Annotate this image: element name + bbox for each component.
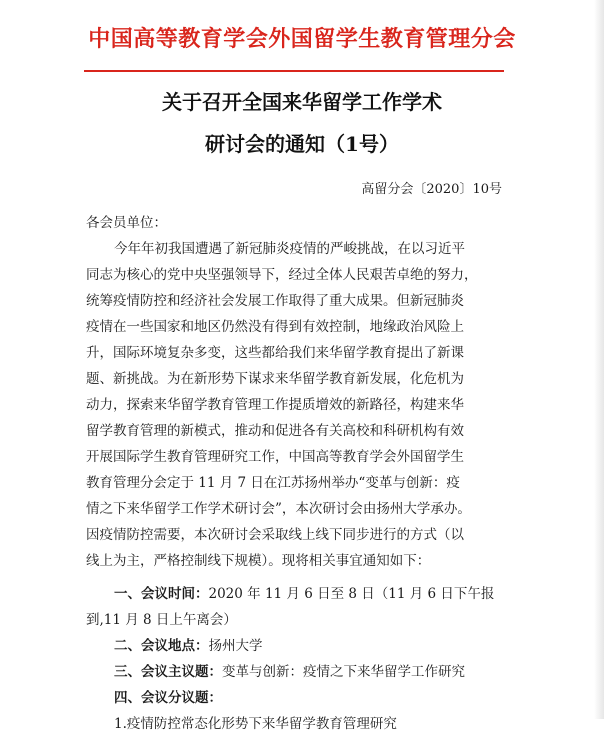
body-line: 今年年初我国遭遇了新冠肺炎疫情的严峻挑战，在以习近平: [114, 241, 465, 257]
salutation: 各会员单位：: [86, 215, 167, 231]
body-line: 题、新挑战。为在新形势下谋求来华留学教育新发展，化危机为: [86, 371, 464, 387]
main-theme-value: 变革与创新：疫情之下来华留学工作研究: [222, 664, 465, 680]
meeting-place-label: 二、会议地点：: [114, 638, 209, 654]
section-meeting-time: [114, 582, 494, 602]
section-sub-themes-label: 四、会议分议题：: [114, 690, 222, 706]
meeting-place-value: 扬州大学: [208, 638, 263, 654]
meeting-time-value: 2020 年 11 月 6 日至 8 日（11 月 6 日下午报: [208, 586, 495, 602]
main-theme-label: 三、会议主议题：: [114, 664, 222, 680]
body-line: 开展国际学生教育管理研究工作，中国高等教育学会外国留学生: [86, 449, 464, 465]
body-line: 动力，探索来华留学教育管理工作提质增效的新路径，构建来华: [86, 397, 464, 413]
sub-theme-item-1: 1.疫情防控常态化形势下来华留学教育管理研究: [114, 716, 397, 732]
body-line: 留学教育管理的新模式，推动和促进各有关高校和科研机构有效: [86, 423, 464, 439]
body-line: 情之下来华留学工作学术研讨会”，本次研讨会由扬州大学承办。: [86, 501, 471, 517]
body-line: 统筹疫情防控和经济社会发展工作取得了重大成果。但新冠肺炎: [86, 293, 464, 309]
meeting-time-label: 一、会议时间：: [114, 586, 209, 602]
letterhead-rule: [84, 70, 504, 72]
document-title-line1: 关于召开全国来华留学工作学术: [162, 90, 442, 114]
body-line: 同志为核心的党中央坚强领导下，经过全体人民艰苦卓绝的努力，: [86, 267, 478, 283]
body-line: 教育管理分会定于 11 月 7 日在江苏扬州举办“变革与创新：疫: [86, 475, 460, 491]
document-number: 高留分会〔2020〕10号: [361, 182, 502, 197]
section-meeting-place: [114, 634, 263, 654]
body-line: 疫情在一些国家和地区仍然没有得到有效控制，地缘政治风险上: [86, 319, 464, 335]
document-title-line2: 研讨会的通知（1号）: [205, 132, 399, 156]
letterhead: 中国高等教育学会外国留学生教育管理分会: [88, 27, 516, 52]
meeting-time-continuation: 到,11 月 8 日上午离会）: [86, 612, 237, 628]
section-main-theme: [114, 660, 465, 680]
body-line: 因疫情防控需要，本次研讨会采取线上线下同步进行的方式（以: [86, 527, 464, 543]
body-line: 升，国际环境复杂多变，这些都给我们来华留学教育提出了新课: [86, 345, 464, 361]
body-line: 线上为主，严格控制线下规模）。现将相关事宜通知如下：: [86, 553, 431, 569]
